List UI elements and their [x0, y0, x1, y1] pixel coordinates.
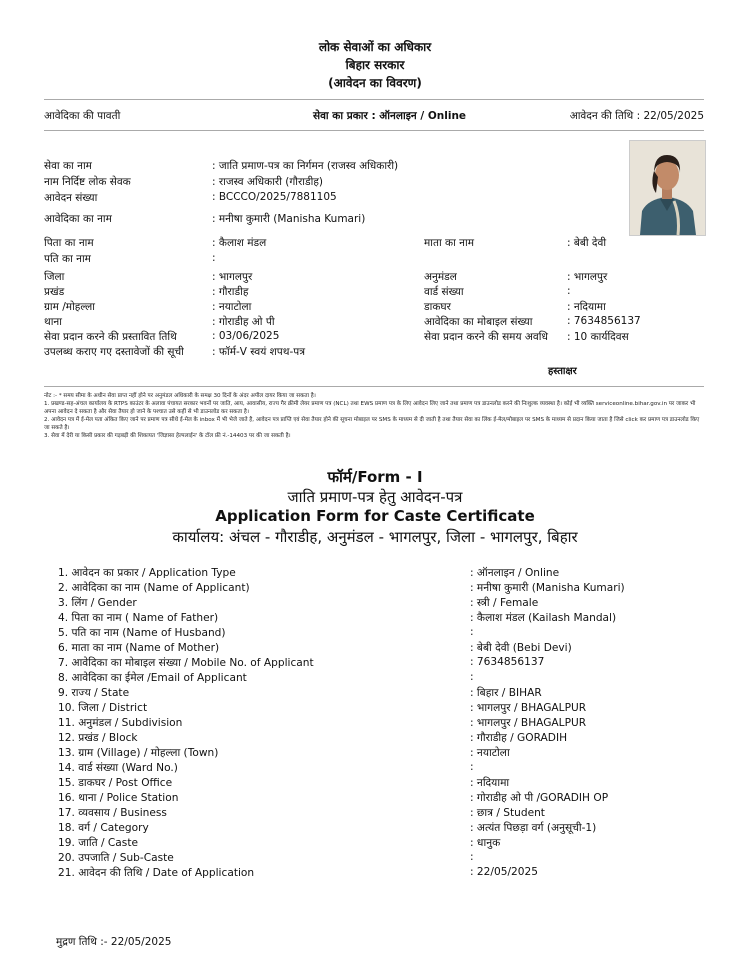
proposed-date-label: सेवा प्रदान करने की प्रस्तावित तिथि	[44, 331, 177, 343]
district-label: जिला	[44, 271, 65, 283]
signature-label: हस्ताक्षर	[548, 366, 577, 377]
applicant-name-value: : मनीषा कुमारी (Manisha Kumari)	[212, 213, 366, 225]
police-station-label: थाना	[44, 316, 62, 328]
application-date: आवेदन की तिथि : 22/05/2025	[569, 110, 704, 122]
father-name-value: : कैलाश मंडल	[212, 237, 267, 249]
applicant-name-label: आवेदिका का नाम	[44, 213, 112, 225]
form-row-label: 4. पिता का नाम ( Name of Father)	[58, 612, 219, 624]
form-row	[58, 716, 718, 731]
form-row-label: 2. आवेदिका का नाम (Name of Applicant)	[58, 582, 250, 594]
form-row-label: 6. माता का नाम (Name of Mother)	[58, 642, 220, 654]
form-row-label: 13. ग्राम (Village) / मोहल्ला (Town)	[58, 747, 219, 759]
ward-value: :	[567, 285, 571, 297]
district-value: : भागलपुर	[212, 271, 253, 283]
form-row-value: : भागलपुर / BHAGALPUR	[470, 702, 587, 714]
village-value: : नयाटोला	[212, 301, 252, 313]
form-row-label: 19. जाति / Caste	[58, 837, 138, 849]
husband-name-value: :	[212, 252, 216, 264]
form-row	[58, 836, 718, 851]
form-row-label: 5. पति का नाम (Name of Husband)	[58, 627, 226, 639]
applicant-photo	[629, 140, 706, 236]
form-row-value: : बेबी देवी (Bebi Devi)	[470, 642, 572, 654]
application-number-value: : BCCCO/2025/7881105	[212, 191, 337, 203]
note-item: 2. आवेदन पत्र में ई-मेल पता अंकित किए जाने पर प्रमाण पत्र सीधे ई-मेल के inbox में भी भेजे जाते है, आवेदन पत्र प्राप्ति एवं सेवा तैयार होने की सूचना मोबाइल पर SMS के माध्यम से दी जाती है तथा तैयार सेवा का लिंक ई-मेल/मोबाइल पर SMS के माध्यम से प्रदान किया जाता है जिसे click कर प्रमाण पत्र डाउनलोड किए जा सकते है।	[44, 417, 700, 432]
form-row-label: 10. जिला / District	[58, 702, 148, 714]
form-row	[58, 866, 718, 881]
form-row-value: : 7634856137	[470, 656, 545, 668]
form-title-english: Application Form for Caste Certificate	[215, 507, 535, 525]
form-title: फॉर्म/Form - I	[327, 468, 423, 486]
form-row	[58, 656, 718, 671]
form-row	[58, 566, 718, 581]
service-name-value: : जाति प्रमाण-पत्र का निर्गमन (राजस्व अधिकारी)	[212, 160, 399, 172]
form-row	[58, 626, 718, 641]
print-date: मुद्रण तिथि :- 22/05/2025	[56, 936, 172, 948]
form-row	[58, 611, 718, 626]
village-label: ग्राम /मोहल्ला	[44, 301, 95, 313]
header-line-3: (आवेदन का विवरण)	[328, 76, 422, 90]
form-row-label: 11. अनुमंडल / Subdivision	[58, 717, 183, 729]
form-row-value: : अत्यंत पिछड़ा वर्ग (अनुसूची-1)	[470, 822, 597, 834]
note-item: नोट :- * समय सीमा के अधीन सेवा प्राप्त नहीं होने पर अनुमंडल अधिकारी के समक्ष 30 दिनों के अंदर अपील दायर किया जा सकता है।	[44, 393, 316, 399]
form-row-value: : स्त्री / Female	[470, 597, 539, 609]
mobile-value: : 7634856137	[567, 315, 641, 327]
form-row-value: :	[470, 761, 474, 773]
form-row-value: : 22/05/2025	[470, 866, 538, 878]
form-row	[58, 686, 718, 701]
father-name-label: पिता का नाम	[44, 237, 94, 249]
form-row-label: 18. वर्ग / Category	[58, 822, 149, 834]
husband-name-label: पति का नाम	[44, 253, 91, 265]
form-row-value: : नदियामा	[470, 777, 510, 789]
note-item: 1. प्रखण्ड-सह-अंचल कार्यालय के RTPS काउंटर के अलावा पंचायत सरकार भवनों पर जाति, आय, आवासीय, राज्य गैर क्रीमी लेयर प्रमाण पत्र (NCL) तथा EWS प्रमाण पत्र के लिए आवेदन लिए जाने तथा प्रमाण पत्र डाउनलोड करने की निःशुल्क व्यवस्था है। कोई भी व्यक्ति serviceonline.bihar.gov.in पर जाकर भी अपना आवेदन दे सकता है और सेवा तैयार हो जाने के पश्चात उसे कहीं से भी डाउनलोड कर सकता है।	[44, 401, 696, 416]
form-row-label: 8. आवेदिका का ईमेल /Email of Applicant	[58, 672, 247, 684]
duration-value: : 10 कार्यदिवस	[567, 331, 629, 343]
form-row-value: : नयाटोला	[470, 747, 510, 759]
proposed-date-value: : 03/06/2025	[212, 330, 280, 342]
form-row-label: 16. थाना / Police Station	[58, 792, 179, 804]
form-row	[58, 641, 718, 656]
form-row-label: 7. आवेदिका का मोबाइल संख्या / Mobile No. of Applicant	[58, 657, 314, 669]
police-station-value: : गोराडीह ओ पी	[212, 316, 275, 328]
form-row	[58, 806, 718, 821]
form-row-label: 3. लिंग / Gender	[58, 597, 137, 609]
form-row-value: : गौराडीह / GORADIH	[470, 732, 568, 744]
subdivision-label: अनुमंडल	[424, 271, 457, 283]
mobile-label: आवेदिका का मोबाइल संख्या	[424, 316, 533, 328]
form-row-value: : ऑनलाइन / Online	[470, 567, 560, 579]
form-row-value: :	[470, 671, 474, 683]
form-row-label: 14. वार्ड संख्या (Ward No.)	[58, 762, 178, 774]
officer-label: नाम निर्दिष्ट लोक सेवक	[44, 176, 131, 188]
form-row	[58, 746, 718, 761]
divider	[44, 130, 704, 131]
form-row-label: 20. उपजाति / Sub-Caste	[58, 852, 174, 864]
form-row-label: 21. आवेदन की तिथि / Date of Application	[58, 867, 255, 879]
form-row	[58, 671, 718, 686]
application-number-label: आवेदन संख्या	[44, 192, 98, 204]
service-type: सेवा का प्रकार : ऑनलाइन / Online	[313, 110, 467, 122]
note-item: 3. सेवा में देरी या किसी प्रकार की गड़बड़ी की शिकायत 'जिज्ञासा हेल्पलाईन' के टॉल फ्री नं.-14403 पर की जा सकती है।	[44, 433, 291, 440]
form-row-value: : मनीषा कुमारी (Manisha Kumari)	[470, 582, 625, 594]
mother-name-value: : बेबी देवी	[567, 237, 607, 249]
form-row-label: 12. प्रखंड / Block	[58, 732, 138, 744]
block-value: : गौराडीह	[212, 286, 249, 298]
duration-label: सेवा प्रदान करने की समय अवधि	[424, 331, 548, 343]
acknowledgement-label: आवेदिका की पावती	[44, 110, 121, 122]
form-row-label: 1. आवेदन का प्रकार / Application Type	[58, 567, 236, 579]
mother-name-label: माता का नाम	[424, 237, 474, 249]
form-row-value: : बिहार / BIHAR	[470, 687, 542, 699]
officer-value: : राजस्व अधिकारी (गौराडीह)	[212, 176, 324, 188]
form-row-value: : कैलाश मंडल (Kailash Mandal)	[470, 612, 617, 624]
subdivision-value: : भागलपुर	[567, 271, 608, 283]
form-row-value: : धानुक	[470, 837, 501, 849]
form-title-hindi: जाति प्रमाण-पत्र हेतु आवेदन-पत्र	[287, 488, 463, 506]
form-row	[58, 761, 718, 776]
form-row	[58, 851, 718, 866]
form-row-value: : भागलपुर / BHAGALPUR	[470, 717, 587, 729]
header-line-2: बिहार सरकार	[345, 58, 405, 72]
divider	[44, 386, 704, 387]
divider	[44, 99, 704, 100]
form-row	[58, 731, 718, 746]
post-office-label: डाकघर	[424, 301, 451, 313]
person-photo-icon	[630, 141, 705, 235]
form-row	[58, 596, 718, 611]
block-label: प्रखंड	[44, 286, 65, 298]
form-row-value: : छात्र / Student	[470, 807, 545, 819]
header-line-1: लोक सेवाओं का अधिकार	[318, 40, 432, 54]
form-row	[58, 701, 718, 716]
office-title: कार्यालय: अंचल - गौराडीह, अनुमंडल - भागलपुर, जिला - भागलपुर, बिहार	[172, 528, 578, 546]
form-row-value: : गोराडीह ओ पी /GORADIH OP	[470, 792, 609, 804]
form-row	[58, 581, 718, 596]
post-office-value: : नदियामा	[567, 301, 606, 313]
form-row-value: :	[470, 851, 474, 863]
form-row-label: 17. व्यवसाय / Business	[58, 807, 167, 819]
service-name-label: सेवा का नाम	[44, 160, 92, 172]
form-row-label: 15. डाकघर / Post Office	[58, 777, 173, 789]
documents-value: : फॉर्म-V स्वयं शपथ-पत्र	[212, 346, 305, 358]
documents-label: उपलब्ध कराए गए दस्तावेजों की सूची	[44, 346, 184, 358]
form-row	[58, 821, 718, 836]
notes-section	[44, 392, 706, 441]
form-row-label: 9. राज्य / State	[58, 687, 130, 699]
ward-label: वार्ड संख्या	[424, 286, 464, 298]
form-row	[58, 776, 718, 791]
form-row	[58, 791, 718, 806]
form-row-value: :	[470, 626, 474, 638]
